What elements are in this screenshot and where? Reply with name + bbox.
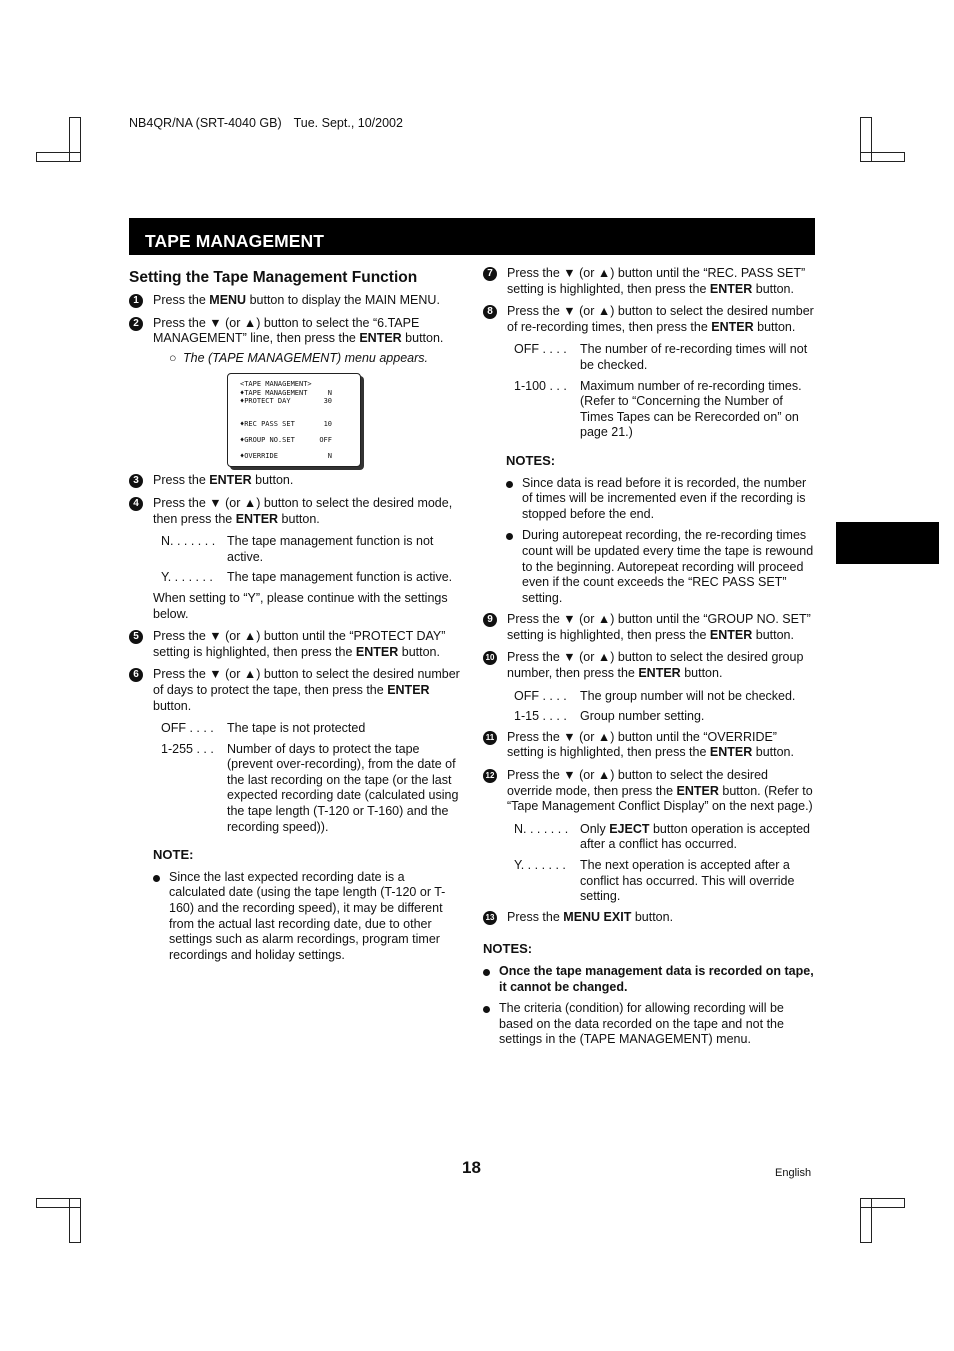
option-value: The tape management function is not active. <box>227 534 434 564</box>
step-text: button. <box>401 331 444 346</box>
step-number: 8 <box>483 305 497 319</box>
step-number: 6 <box>129 668 143 682</box>
option-value <box>580 822 815 853</box>
bullet-icon <box>153 875 160 882</box>
step-text: button. <box>398 644 440 659</box>
menu-title: <TAPE MANAGEMENT> <box>240 380 312 389</box>
step-text: button. <box>631 909 674 924</box>
doc-code: NB4QR/NA (SRT-4040 GB) <box>129 116 282 130</box>
note-item <box>506 476 815 523</box>
bullet-icon <box>506 533 513 540</box>
page-number: 18 <box>462 1158 481 1177</box>
note-heading: NOTE: <box>153 847 194 863</box>
step-text: Press the ▼ (or ▲) button to select the desired mode, then press the <box>153 495 453 526</box>
note-item <box>483 1001 815 1048</box>
step-11 <box>483 730 815 761</box>
step-text: button. <box>752 627 794 642</box>
right-column <box>483 266 815 1054</box>
note-item-text: The criteria (condition) for allowing recording will be based on the data recorded on the tape and not the settings in the (TAPE MANAGEMENT) menu. <box>499 1001 784 1047</box>
note-text: The (TAPE MANAGEMENT) menu appears. <box>183 350 428 365</box>
menu-row <box>240 397 332 405</box>
step-12 <box>483 768 815 815</box>
step-text: button. <box>752 281 794 296</box>
step-text: button. <box>680 666 723 681</box>
step-number: 1 <box>129 294 143 308</box>
option-value: The number of re-recording times will not be checked. <box>580 342 808 372</box>
option-row <box>161 570 464 586</box>
crop-mark-bottom-left-h <box>36 1198 81 1208</box>
step-4 <box>129 496 464 527</box>
step-10 <box>483 650 815 681</box>
menu-row-value: 30 <box>323 397 332 406</box>
step-9 <box>483 612 815 643</box>
option-value: The tape is not protected <box>227 721 366 736</box>
step-2 <box>129 316 464 367</box>
bullet-icon <box>506 481 513 488</box>
step-text: Press the ▼ (or ▲) button until the “PROTECT DAY” setting is highlighted, then press the <box>153 629 446 659</box>
step-text: button. <box>278 511 320 526</box>
option-key: 1-100 . . . <box>514 378 567 393</box>
option-key: OFF . . . . <box>161 721 214 736</box>
step-button-name: ENTER <box>709 745 753 760</box>
crop-mark-top-right-h <box>860 152 905 162</box>
step-text: Press the ▼ (or ▲) button until the “OVERRIDE” setting is highlighted, then press the <box>507 729 777 760</box>
bullet-icon <box>483 969 490 976</box>
menu-row-value: OFF <box>319 436 332 445</box>
menu-row-label: ♦OVERRIDE <box>240 452 278 461</box>
note-item-text: During autorepeat recording, the re-recording times count will be updated every time the tape is rewound to the beginning. Autorepeat recording will proceed even if the count exceeds the “REC PASS SET” setting. <box>522 528 814 605</box>
note-item <box>153 870 464 964</box>
option-value: Number of days to protect the tape (prevent over-recording), from the date of the last recording on the tape (or the last expected recording date (calculated using the tape length (T-120 or T-160) and the recording speed)). <box>227 741 459 834</box>
note-item-text: Since data is read before it is recorded, the number of times will be incremented even if the recording is stopped before the end. <box>522 475 807 521</box>
step-text: button. <box>251 473 294 488</box>
option-key: OFF . . . . <box>514 342 567 357</box>
option-row <box>514 822 815 853</box>
left-column <box>129 268 464 969</box>
option-value: The tape management function is active. <box>227 570 453 585</box>
option-row <box>161 742 464 836</box>
circle-bullet-icon: ○ <box>169 350 177 365</box>
section-title: Setting the Tape Management Function <box>129 269 418 286</box>
step-text: Press the <box>153 293 210 307</box>
step-text: Press the ▼ (or ▲) button to select the desired number of days to protect the tape, then press the <box>153 667 460 697</box>
note-item <box>506 528 815 606</box>
step-8 <box>483 304 815 335</box>
menu-row-value: N <box>327 452 332 461</box>
step-button-name: ENTER <box>709 627 753 642</box>
option-key: Y. . . . . . . <box>514 858 566 872</box>
step-button-name: ENTER <box>709 281 753 296</box>
step-7 <box>483 266 815 297</box>
menu-row <box>240 389 332 397</box>
step-button-name: ENTER <box>387 682 430 697</box>
note-item-text: Once the tape management data is recorded on tape, it cannot be changed. <box>499 963 814 994</box>
menu-row <box>240 420 332 428</box>
step-5 <box>129 629 464 660</box>
notes-heading-2: NOTES: <box>483 941 533 957</box>
step-button-name: MENU <box>209 293 247 307</box>
step-text: Press the <box>153 473 210 488</box>
doc-header <box>129 116 415 132</box>
option-key: 1-15 . . . . <box>514 709 567 724</box>
menu-row-value: N <box>327 389 332 398</box>
option-button-name: EJECT <box>609 821 650 836</box>
step-button-name: ENTER <box>638 666 681 681</box>
step-text: button. <box>153 698 192 713</box>
bullet-icon <box>483 1006 490 1013</box>
menu-row-label: ♦TAPE MANAGEMENT <box>240 389 308 398</box>
step-3 <box>129 473 464 489</box>
step-text: Press the ▼ (or ▲) button until the “REC. PASS SET” setting is highlighted, then press the <box>507 266 806 296</box>
step-button-name: ENTER <box>359 331 402 346</box>
option-key: N. . . . . . . <box>161 534 216 549</box>
step-number: 4 <box>129 497 143 511</box>
menu-row <box>240 436 332 444</box>
step-number: 11 <box>483 731 497 745</box>
option-text: button operation is accepted after a conflict has occurred. <box>580 821 811 852</box>
option-value: Group number setting. <box>580 709 705 724</box>
step-button-name: ENTER <box>235 511 279 526</box>
menu-row-label: ♦REC PASS SET <box>240 420 295 429</box>
page-title: TAPE MANAGEMENT <box>145 231 325 251</box>
doc-date: Tue. Sept., 10/2002 <box>293 116 403 130</box>
step-number: 2 <box>129 317 143 331</box>
note-item-text: Since the last expected recording date is a calculated date (using the tape length (T-120 or T-160) and the recording speed), it may be different from the actual last recording date, due to other settings such as alarm recordings, program timer recordings and holiday settings. <box>169 869 446 962</box>
step-text: button. <box>753 319 796 334</box>
notes-heading: NOTES: <box>506 452 556 468</box>
menu-row-label: ♦PROTECT DAY <box>240 397 291 406</box>
option-row <box>514 858 815 905</box>
option-key: Y. . . . . . . <box>161 570 213 585</box>
step-text: button. (Refer to “Tape Management Conflict Display” on the next page.) <box>507 783 813 814</box>
step-number: 12 <box>483 769 497 783</box>
menu-row <box>240 452 332 460</box>
option-row <box>514 342 815 373</box>
step-button-name: ENTER <box>711 319 754 334</box>
step-13 <box>483 910 815 926</box>
step-text: Press the ▼ (or ▲) button to select the desired group number, then press the <box>507 650 804 681</box>
language-label: English <box>775 1167 812 1179</box>
step-number: 9 <box>483 613 497 627</box>
step-text: Press the ▼ (or ▲) button to select the “6.TAPE MANAGEMENT” line, then press the <box>153 315 420 346</box>
step-button-name: ENTER <box>676 783 719 798</box>
step-button-name: MENU EXIT <box>563 909 632 924</box>
option-row <box>161 721 464 737</box>
step-text: Press the ▼ (or ▲) button until the “GROUP NO. SET” setting is highlighted, then press the <box>507 612 811 642</box>
step-number: 3 <box>129 474 143 488</box>
step-number: 7 <box>483 267 497 281</box>
option-row <box>161 534 464 565</box>
step-button-name: ENTER <box>355 644 399 659</box>
option-row <box>514 709 815 725</box>
step-text: Press the ▼ (or ▲) button to select the desired override mode, then press the <box>507 768 768 798</box>
step-1 <box>129 293 464 309</box>
option-value <box>580 858 815 905</box>
step-text: button to display the MAIN MENU. <box>246 293 440 307</box>
option-key: OFF . . . . <box>514 688 567 703</box>
section-tab-marker <box>836 522 939 564</box>
crop-mark-top-left-h <box>36 152 81 162</box>
step-number: 10 <box>483 651 497 665</box>
title-bar <box>129 218 815 255</box>
option-text: The next operation is accepted after a conflict has occurred. This will override setting. <box>580 858 795 904</box>
step-text: button. <box>752 745 794 760</box>
step-number: 13 <box>483 911 497 925</box>
step-number: 5 <box>129 630 143 644</box>
option-row <box>514 379 815 441</box>
option-value: Maximum number of re-recording times. (Refer to “Concerning the Number of Times Tapes can be Rerecorded on” on page 21.) <box>580 378 802 440</box>
step-text: Press the <box>507 909 564 924</box>
step-button-name: ENTER <box>209 473 252 488</box>
menu-appears-note <box>169 351 464 367</box>
step-text: Press the ▼ (or ▲) button to select the desired number of re-recording times, then press the <box>507 304 814 334</box>
option-text: Only <box>580 821 610 836</box>
option-key: N. . . . . . . <box>514 821 569 836</box>
option-value: The group number will not be checked. <box>580 688 796 703</box>
crop-mark-bottom-right-h <box>860 1198 905 1208</box>
continue-note: When setting to “Y”, please continue with the settings below. <box>153 590 448 621</box>
note-item <box>483 964 815 995</box>
tape-management-menu-screen <box>227 373 361 467</box>
step-6 <box>129 667 464 714</box>
option-key: 1-255 . . . <box>161 741 214 756</box>
option-row <box>514 689 815 705</box>
menu-row-value: 10 <box>323 420 332 429</box>
menu-row-label: ♦GROUP NO.SET <box>240 436 295 445</box>
